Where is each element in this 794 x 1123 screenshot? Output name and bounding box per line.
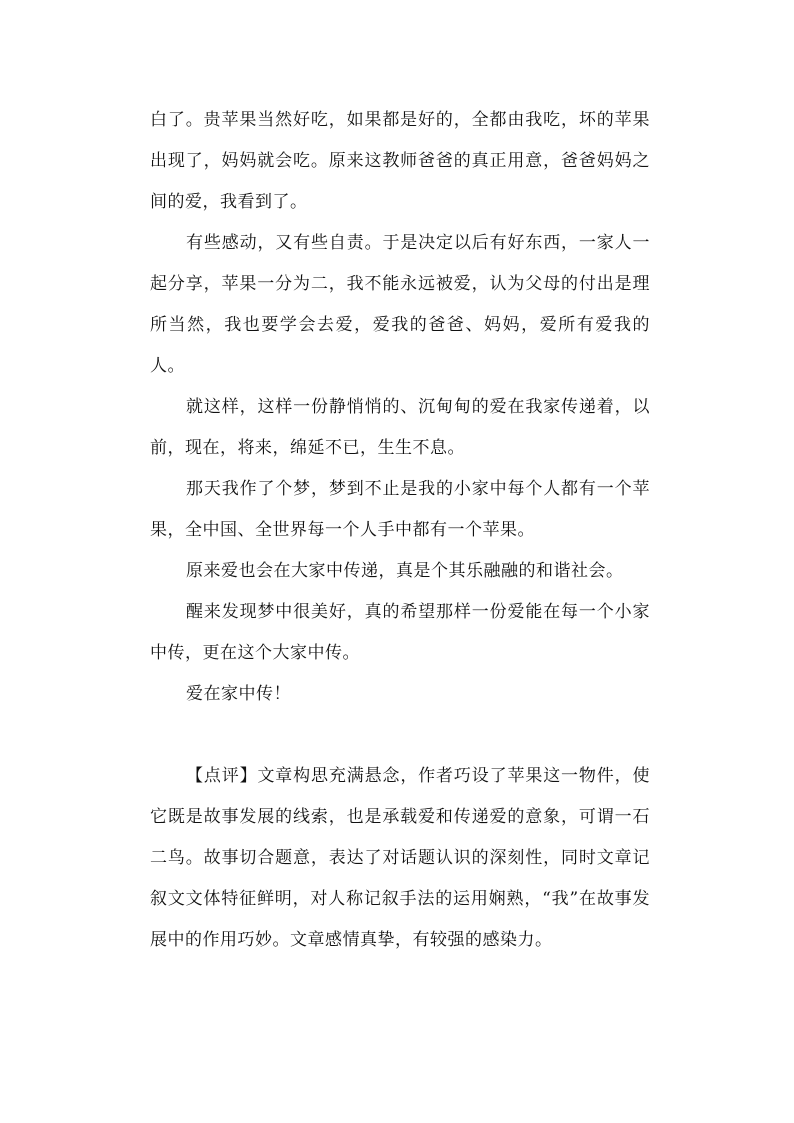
review-paragraph: 【点评】文章构思充满悬念，作者巧设了苹果这一物件，使它既是故事发展的线索，也是承载爱和传递爱的意象，可谓一石二鸟。故事切合题意，表达了对话题认识的深刻性，同时文章记叙文文体特征鲜明，对人称记叙手法的运用娴熟，“我”在故事发展中的作用巧妙。文章感情真挚，有较强的感染力。 — [150, 766, 650, 950]
paragraph: 醒来发现梦中很美好，真的希望那样一份爱能在每一个小家中传，更在这个大家中传。 — [150, 602, 650, 663]
paragraph: 原来爱也会在大家中传递，真是个其乐融融的和谐社会。 — [186, 561, 624, 581]
closing-line: 爱在家中传！ — [186, 684, 291, 704]
section-spacer — [150, 715, 650, 756]
paragraph: 那天我作了个梦，梦到不止是我的小家中每个人都有一个苹果，全中国、全世界每一个人手中都有一个苹果。 — [150, 479, 650, 540]
paragraph: 有些感动，又有些自责。于是决定以后有好东西，一家人一起分享，苹果一分为二，我不能永远被爱，认为父母的付出是理所当然，我也要学会去爱，爱我的爸爸、妈妈，爱所有爱我的人。 — [150, 233, 650, 376]
essay-body — [150, 100, 650, 961]
paragraph: 就这样，这样一份静悄悄的、沉甸甸的爱在我家传递着，以前，现在，将来，绵延不已，生生不息。 — [150, 397, 650, 458]
paragraph-continuation: 白了。贵苹果当然好吃，如果都是好的，全都由我吃，坏的苹果出现了，妈妈就会吃。原来这教师爸爸的真正用意，爸爸妈妈之间的爱，我看到了。 — [150, 110, 650, 212]
